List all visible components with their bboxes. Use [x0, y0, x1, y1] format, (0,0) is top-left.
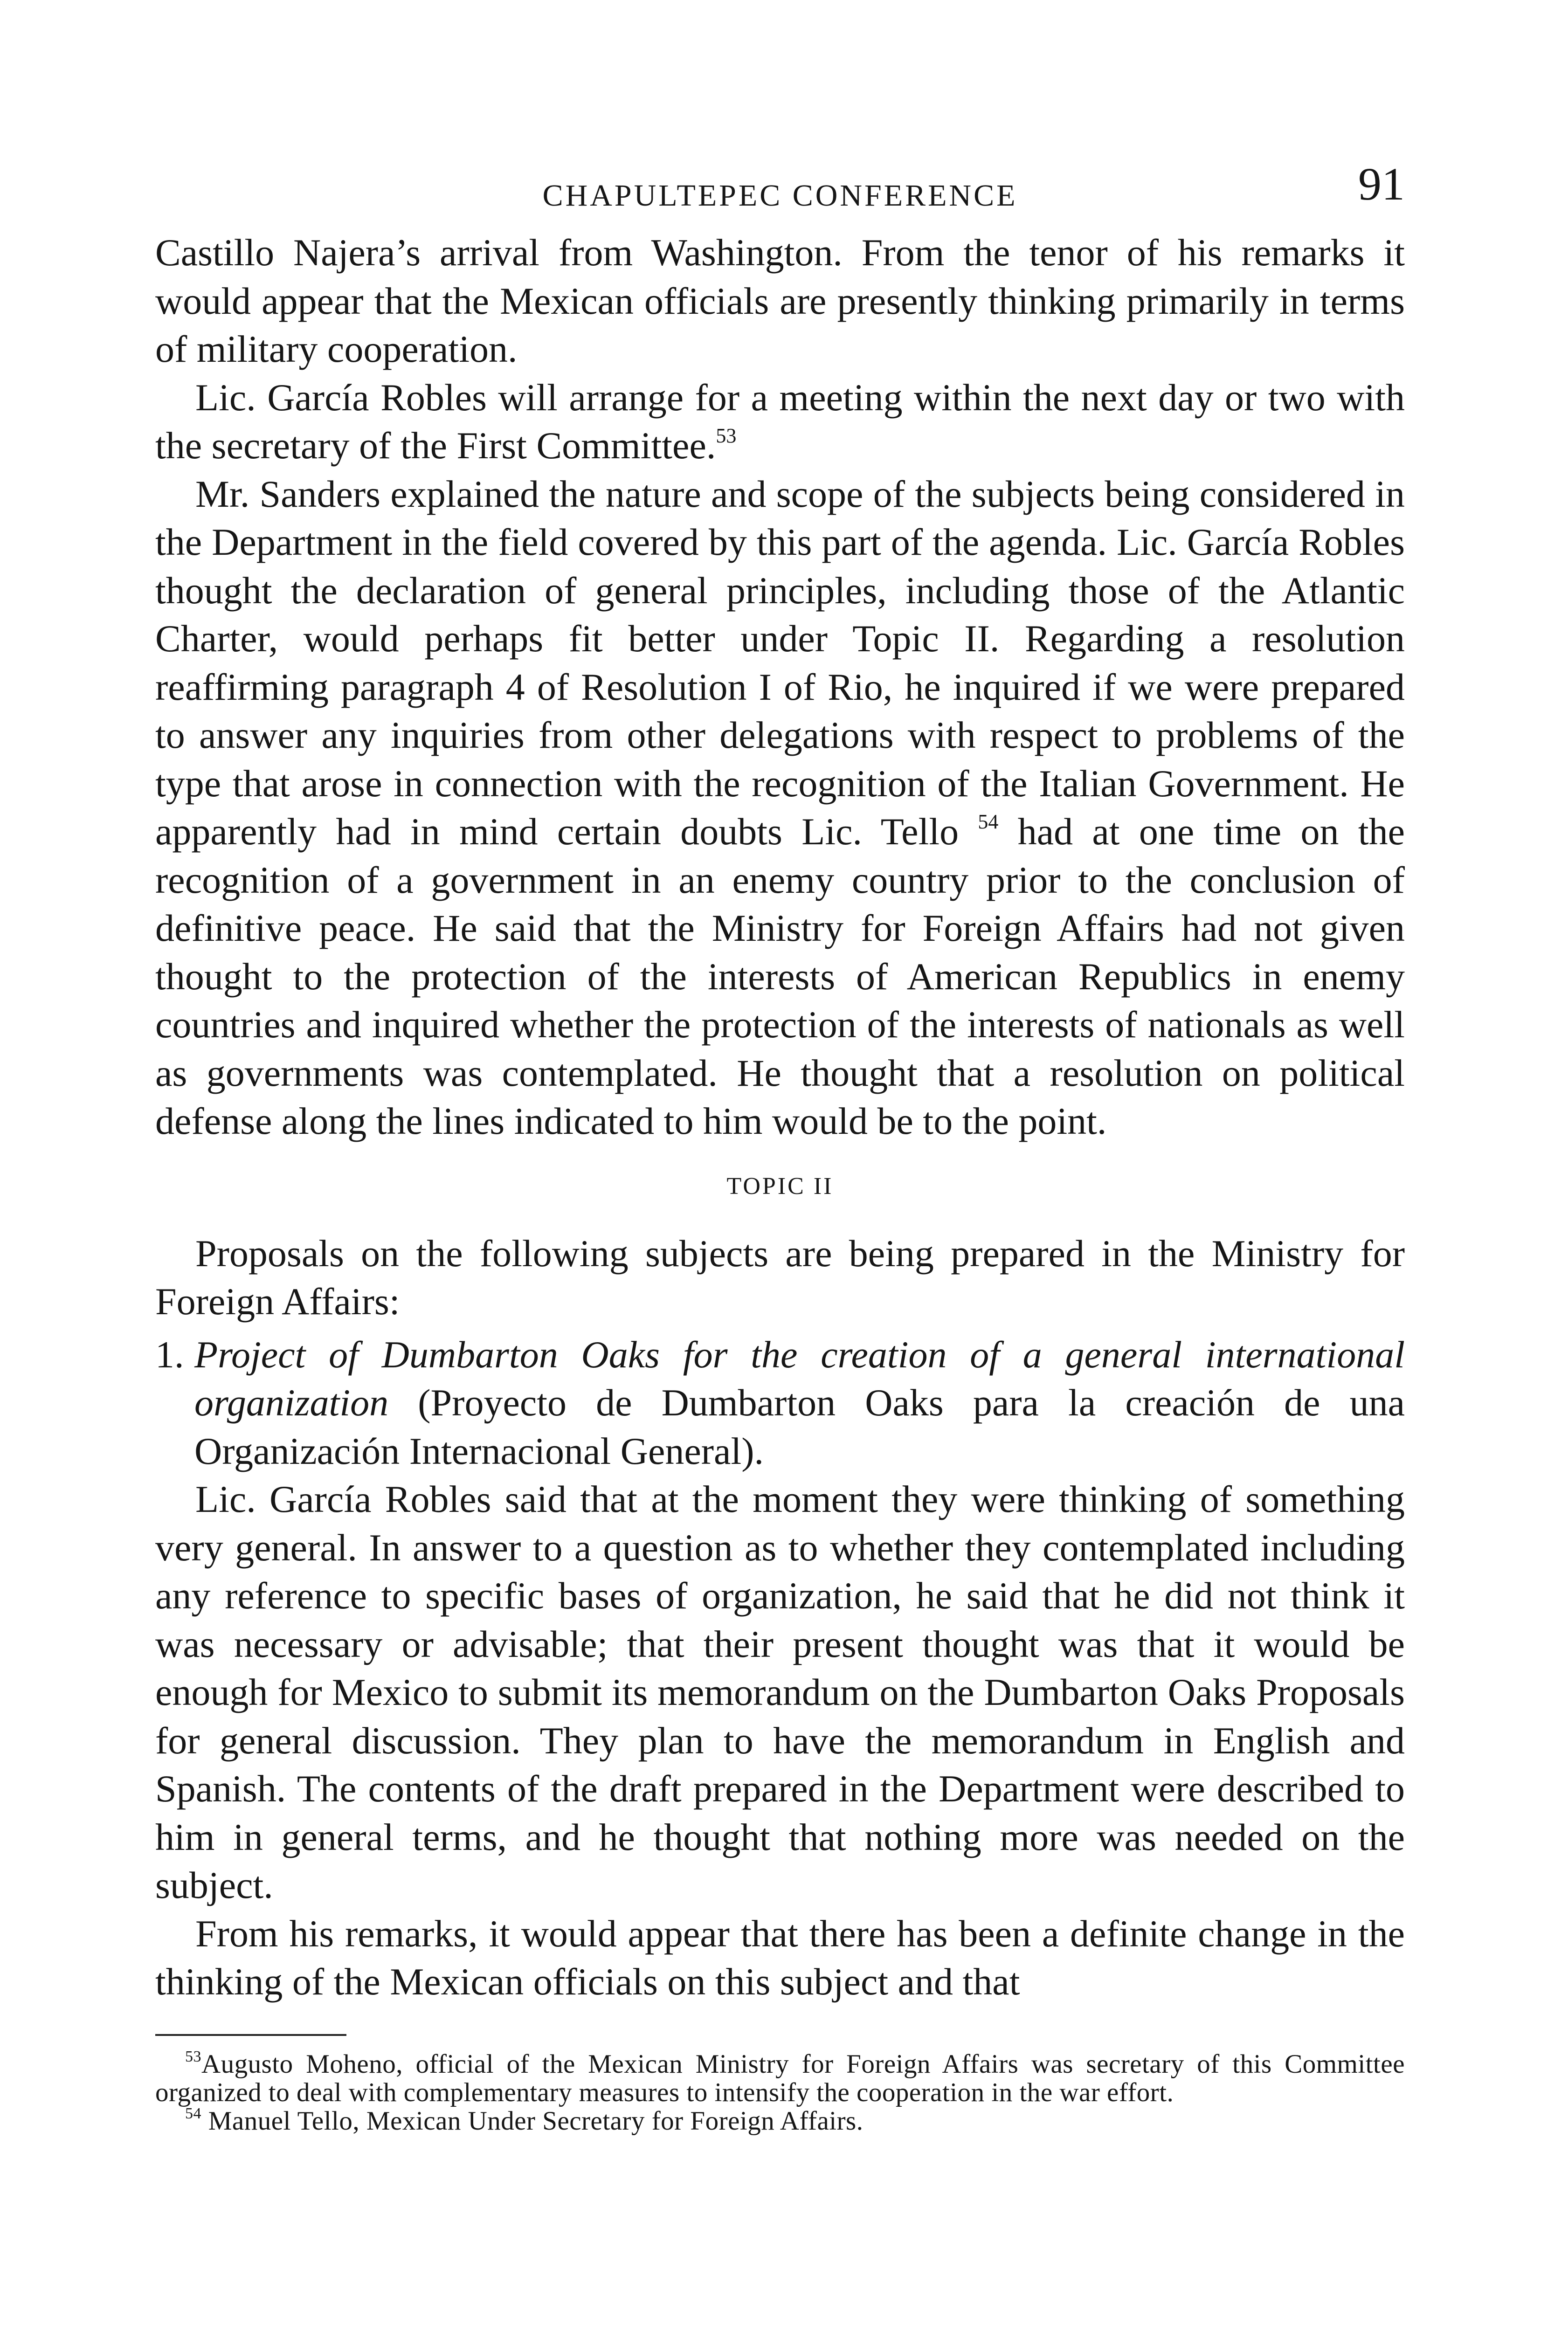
footnote-text-54: Manuel Tello, Mexican Under Secretary for Foreign Affairs.: [208, 2106, 863, 2136]
footnotes: [155, 2050, 1405, 2135]
paragraph-sanders-text-b: had at one time on the recognition of a government in an enemy country prior to the conclusion of definitive peace. He said that the Ministry for Foreign Affairs had not given thought to the protection of the interests of American Republics in enemy countries and inquired whether the protection of the interests of nationals as well as governments was contemplated. He thought that a resolution on political defense along the lines indicated to him would be to the point.: [155, 810, 1405, 1142]
list-item-number: 1.: [155, 1333, 184, 1376]
footnote-54: [155, 2104, 1405, 2136]
list-item-body: [194, 1331, 1405, 1476]
paragraph-meeting: [155, 373, 1405, 470]
running-head: [155, 159, 1405, 228]
paragraph-garcia-robles: Lic. García Robles said that at the moment they were thinking of something very general. In answer to a question as to whether they contemplated including any reference to specific bases of organization, he said that he did not think it was necessary or advisable; that their present thought was that it would be enough for Mexico to submit its memorandum on the Dumbarton Oaks Proposals for general discussion. They plan to have the memorandum in English and Spanish. The contents of the draft prepared in the Department were described to him in general terms, and he thought that nothing more was needed on the subject.: [155, 1478, 1405, 1906]
list-item-translation: (Proyecto de Dumbarton Oaks para la creación de una Organización Internacional General).: [194, 1381, 1405, 1472]
footnote-ref-54: 54: [978, 810, 999, 833]
paragraph-continued: Castillo Najera’s arrival from Washington. From the tenor of his remarks it would appear that the Mexican officials are presently thinking primarily in terms of military cooperation.: [155, 231, 1405, 370]
footnote-mark-53: 53: [185, 2048, 201, 2065]
body-text: [155, 228, 1405, 2006]
footnote-53: [155, 2050, 1405, 2107]
list-item: [155, 1331, 1405, 1476]
paragraph-proposals: Proposals on the following subjects are being prepared in the Ministry for Foreign Affairs:: [155, 1232, 1405, 1323]
paragraph-sanders: [155, 470, 1405, 1145]
document-page: [155, 159, 1405, 2135]
section-heading-topic-ii: TOPIC II: [726, 1172, 834, 1200]
footnote-ref-53: 53: [716, 424, 737, 447]
footnote-text-53: Augusto Moheno, official of the Mexican Ministry for Foreign Affairs was secretary of this Committee organized to deal with complementary measures to intensify the cooperation in the war effort.: [155, 2049, 1405, 2107]
running-title: CHAPULTEPEC CONFERENCE: [542, 179, 1018, 213]
paragraph-meeting-text: Lic. García Robles will arrange for a meeting within the next day or two with the secretary of the First Committee.: [155, 376, 1405, 467]
list-item-title: Project of Dumbarton Oaks for the creation of a general international organization: [194, 1333, 1405, 1424]
page-number: 91: [1358, 158, 1405, 210]
footnote-mark-54: 54: [185, 2104, 201, 2122]
paragraph-sanders-text-a: Mr. Sanders explained the nature and scope of the subjects being considered in the Department in the field covered by this part of the agenda. Lic. García Robles thought the declaration of general principles, including those of the Atlantic Charter, would perhaps fit better under Topic II. Regarding a resolution reaffirming paragraph 4 of Resolution I of Rio, he inquired if we were prepared to answer any inquiries from other delegations with respect to problems of the type that arose in connection with the recognition of the Italian Government. He apparently had in mind certain doubts Lic. Tello: [155, 472, 1405, 853]
paragraph-remarks: From his remarks, it would appear that there has been a definite change in the thinking of the Mexican officials on this subject and that: [155, 1912, 1405, 2003]
footnote-divider: [155, 2034, 346, 2036]
